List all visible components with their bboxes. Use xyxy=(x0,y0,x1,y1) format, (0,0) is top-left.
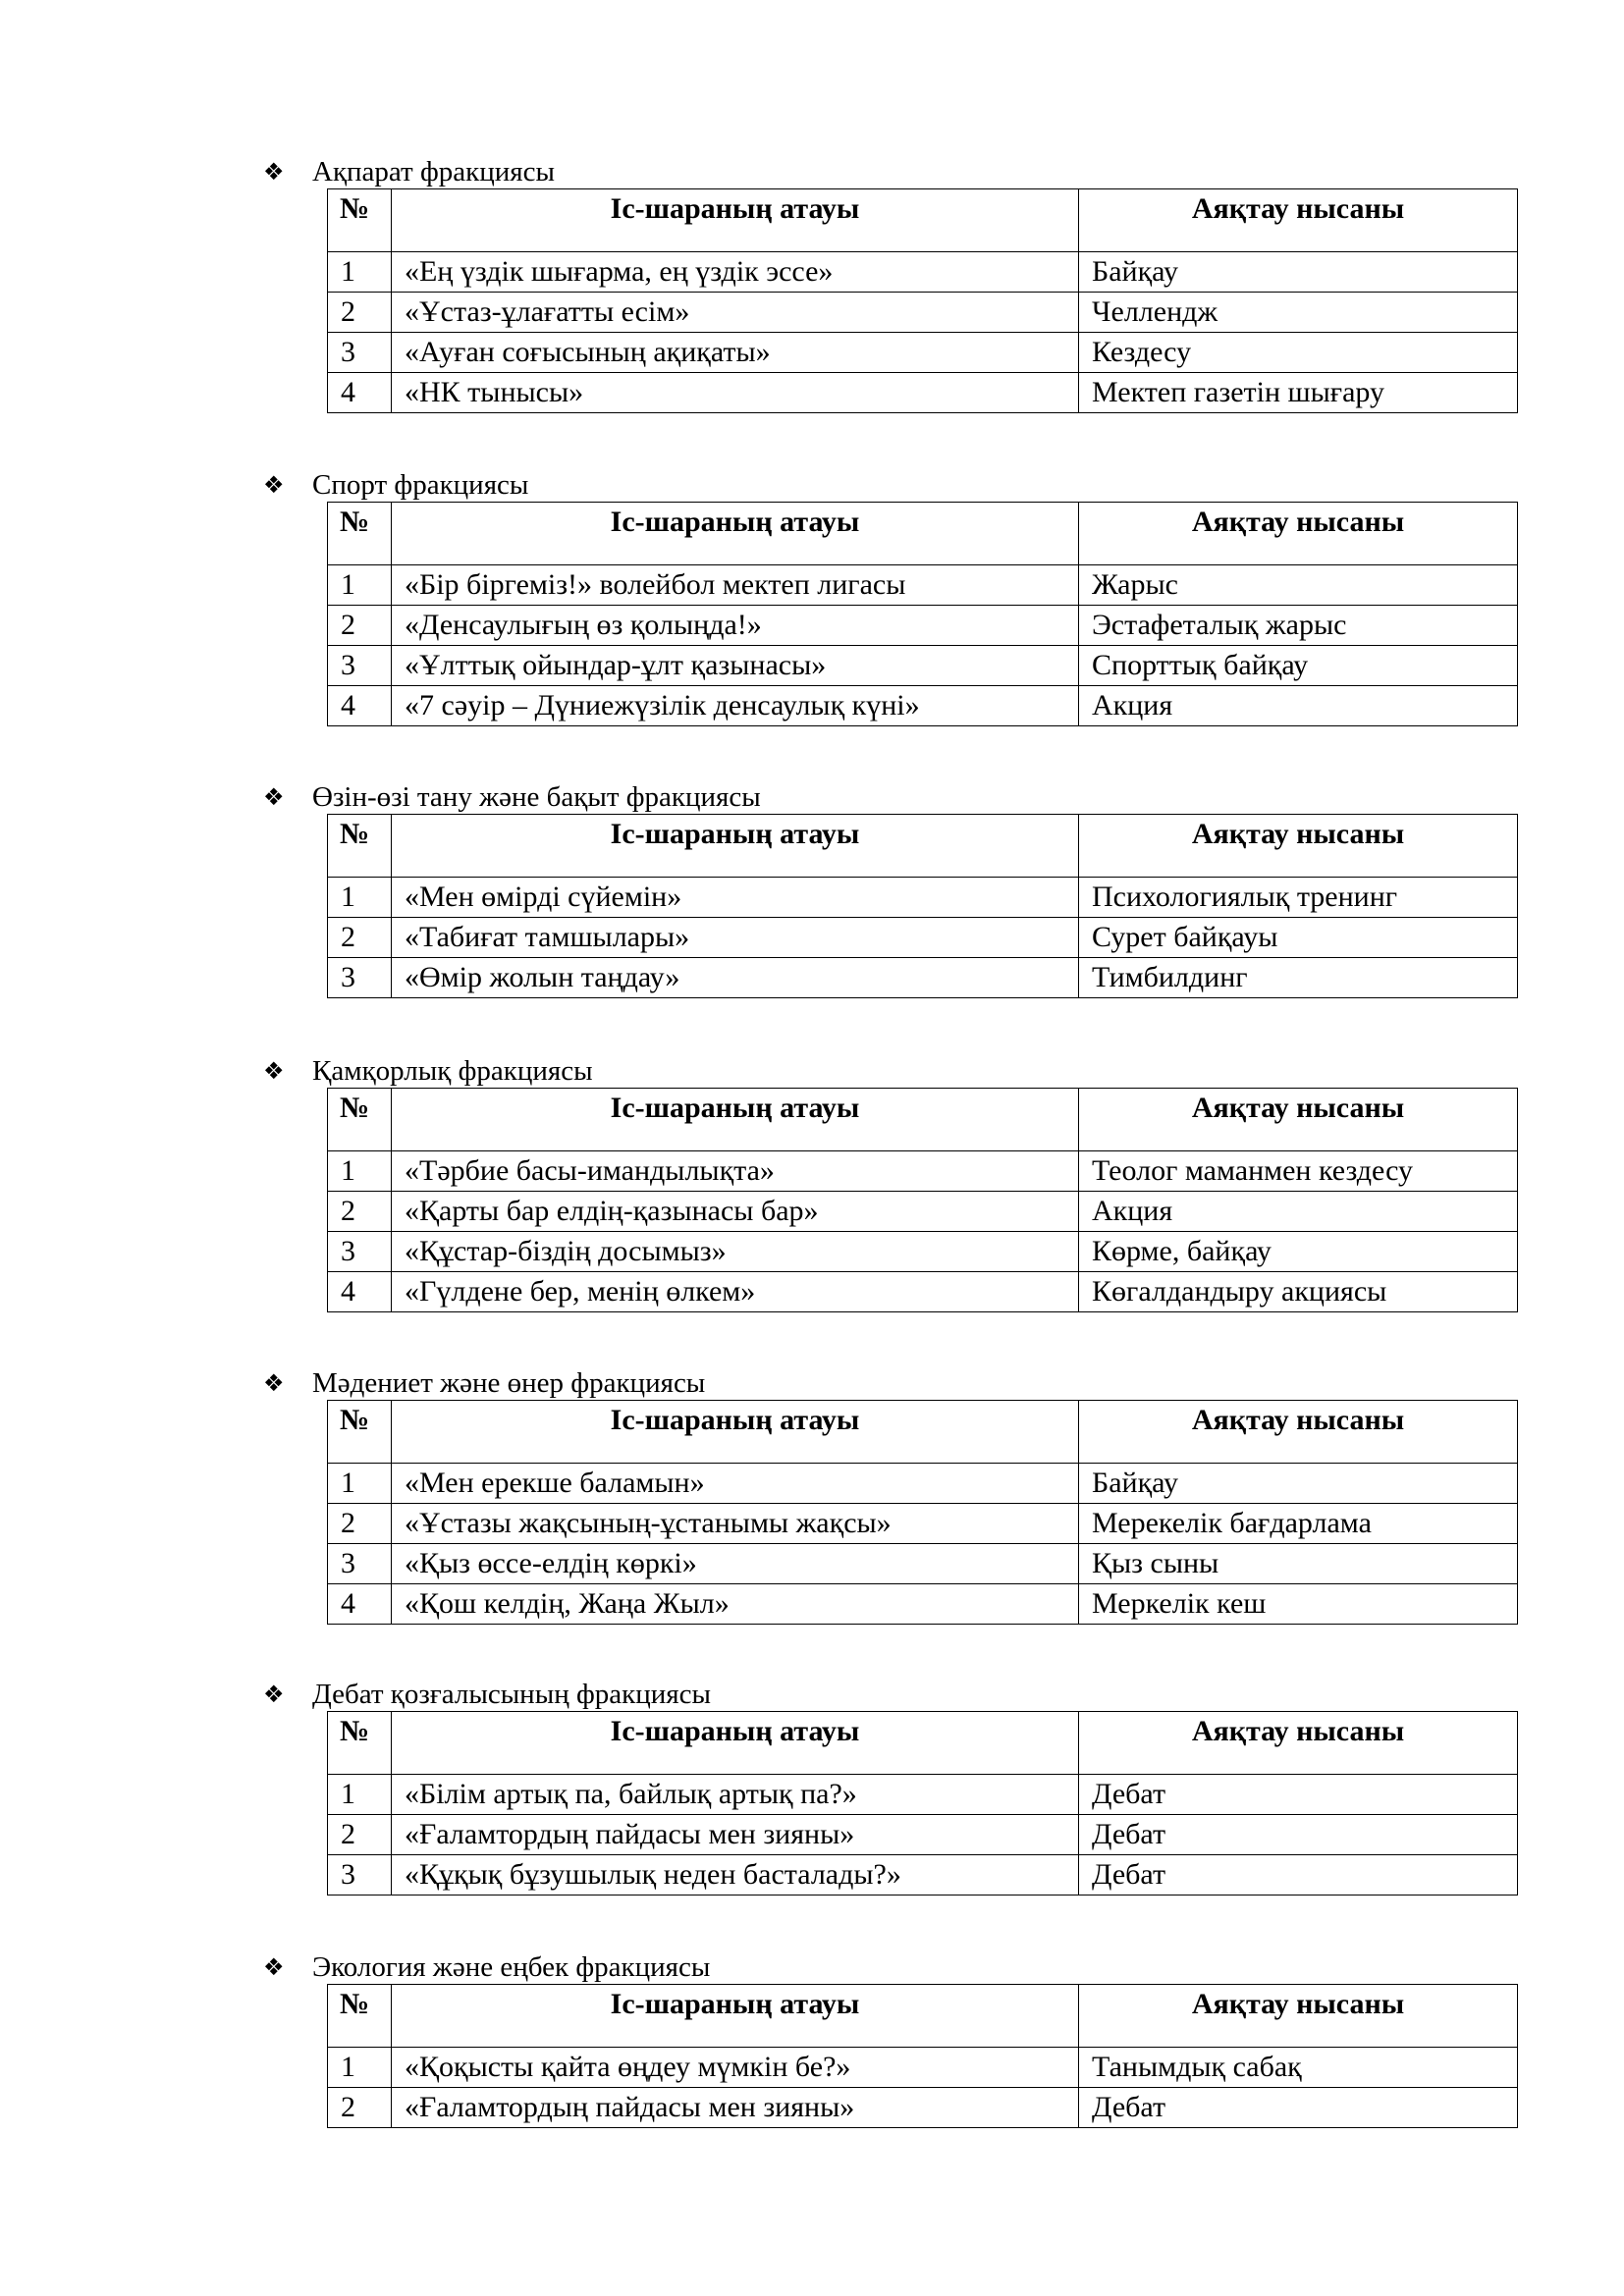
row-number: 2 xyxy=(328,1192,392,1232)
event-name: «Ұстаз-ұлағатты есім» xyxy=(392,293,1079,333)
event-name: «Ауған соғысының ақиқаты» xyxy=(392,333,1079,373)
table-row xyxy=(328,606,1518,646)
row-number: 1 xyxy=(328,878,392,918)
completion-form: Меркелік кеш xyxy=(1079,1584,1518,1625)
completion-form: Дебат xyxy=(1079,1775,1518,1815)
row-number: 4 xyxy=(328,1584,392,1625)
diamond-bullet-icon: ❖ xyxy=(263,158,285,186)
completion-form: Челлендж xyxy=(1079,293,1518,333)
header-number: № xyxy=(328,1089,392,1151)
section-title-text: Қамқорлық фракциясы xyxy=(312,1055,593,1087)
completion-form: Теолог маманмен кездесу xyxy=(1079,1151,1518,1192)
header-event-name: Іс-шараның атауы xyxy=(392,1401,1079,1464)
event-name: «Гүлдене бер, менің өлкем» xyxy=(392,1272,1079,1312)
table-header-row xyxy=(328,1712,1518,1775)
diamond-bullet-icon: ❖ xyxy=(263,1953,285,1981)
completion-form: Акция xyxy=(1079,686,1518,726)
row-number: 4 xyxy=(328,373,392,413)
table-row xyxy=(328,918,1518,958)
activities-table xyxy=(327,502,1518,726)
event-name: «Ғаламтордың пайдасы мен зияны» xyxy=(392,2088,1079,2128)
table-row xyxy=(328,1151,1518,1192)
table-row xyxy=(328,373,1518,413)
event-name: «Құқық бұзушылық неден басталады?» xyxy=(392,1855,1079,1896)
event-name: «Ұстазы жақсының-ұстанымы жақсы» xyxy=(392,1504,1079,1544)
section-title xyxy=(263,1054,593,1088)
event-name: «Білім артық па, байлық артық па?» xyxy=(392,1775,1079,1815)
table-row xyxy=(328,1504,1518,1544)
row-number: 1 xyxy=(328,1775,392,1815)
table-row xyxy=(328,1232,1518,1272)
row-number: 1 xyxy=(328,2048,392,2088)
row-number: 2 xyxy=(328,1504,392,1544)
header-number: № xyxy=(328,503,392,565)
completion-form: Көрме, байқау xyxy=(1079,1232,1518,1272)
completion-form: Байқау xyxy=(1079,1464,1518,1504)
row-number: 3 xyxy=(328,333,392,373)
completion-form: Эстафеталық жарыс xyxy=(1079,606,1518,646)
table-row xyxy=(328,293,1518,333)
table-row xyxy=(328,2088,1518,2128)
row-number: 3 xyxy=(328,646,392,686)
row-number: 3 xyxy=(328,1232,392,1272)
section-title-text: Өзін-өзі тану және бақыт фракциясы xyxy=(312,781,761,813)
header-completion-form: Аяқтау нысаны xyxy=(1079,815,1518,878)
header-completion-form: Аяқтау нысаны xyxy=(1079,1712,1518,1775)
event-name: «Қыз өссе-елдің көркі» xyxy=(392,1544,1079,1584)
event-name: «Қоқысты қайта өңдеу мүмкін бе?» xyxy=(392,2048,1079,2088)
event-name: «7 сәуір – Дүниежүзілік денсаулық күні» xyxy=(392,686,1079,726)
completion-form: Жарыс xyxy=(1079,565,1518,606)
event-name: «Табиғат тамшылары» xyxy=(392,918,1079,958)
completion-form: Сурет байқауы xyxy=(1079,918,1518,958)
event-name: «Денсаулығың өз қолыңда!» xyxy=(392,606,1079,646)
section-title-text: Дебат қозғалысының фракциясы xyxy=(312,1679,711,1710)
header-completion-form: Аяқтау нысаны xyxy=(1079,1089,1518,1151)
table-row xyxy=(328,1775,1518,1815)
section-title xyxy=(263,1366,705,1400)
table-row xyxy=(328,878,1518,918)
table-row xyxy=(328,1815,1518,1855)
header-number: № xyxy=(328,1712,392,1775)
completion-form: Қыз сыны xyxy=(1079,1544,1518,1584)
row-number: 3 xyxy=(328,1544,392,1584)
completion-form: Кездесу xyxy=(1079,333,1518,373)
event-name: «Ғаламтордың пайдасы мен зияны» xyxy=(392,1815,1079,1855)
table-row xyxy=(328,1464,1518,1504)
row-number: 1 xyxy=(328,1151,392,1192)
event-name: «Ең үздік шығарма, ең үздік эссе» xyxy=(392,252,1079,293)
completion-form: Танымдық сабақ xyxy=(1079,2048,1518,2088)
table-row xyxy=(328,333,1518,373)
event-name: «Қарты бар елдің-қазынасы бар» xyxy=(392,1192,1079,1232)
completion-form: Тимбилдинг xyxy=(1079,958,1518,998)
section-title-text: Экология және еңбек фракциясы xyxy=(312,1951,711,1983)
row-number: 1 xyxy=(328,565,392,606)
event-name: «Мен өмірді сүйемін» xyxy=(392,878,1079,918)
completion-form: Байқау xyxy=(1079,252,1518,293)
event-name: «Құстар-біздің досымыз» xyxy=(392,1232,1079,1272)
event-name: «Мен ерекше баламын» xyxy=(392,1464,1079,1504)
header-event-name: Іс-шараның атауы xyxy=(392,189,1079,252)
section-title-text: Ақпарат фракциясы xyxy=(312,156,555,187)
table-header-row xyxy=(328,189,1518,252)
activities-table xyxy=(327,1400,1518,1625)
diamond-bullet-icon: ❖ xyxy=(263,471,285,499)
header-event-name: Іс-шараның атауы xyxy=(392,1089,1079,1151)
completion-form: Дебат xyxy=(1079,2088,1518,2128)
row-number: 1 xyxy=(328,252,392,293)
table-row xyxy=(328,958,1518,998)
row-number: 2 xyxy=(328,606,392,646)
row-number: 2 xyxy=(328,1815,392,1855)
completion-form: Мерекелік бағдарлама xyxy=(1079,1504,1518,1544)
table-row xyxy=(328,1584,1518,1625)
table-header-row xyxy=(328,815,1518,878)
diamond-bullet-icon: ❖ xyxy=(263,1681,285,1708)
diamond-bullet-icon: ❖ xyxy=(263,1057,285,1085)
row-number: 2 xyxy=(328,2088,392,2128)
header-number: № xyxy=(328,1401,392,1464)
section-title-text: Мәдениет және өнер фракциясы xyxy=(312,1367,706,1399)
section-title xyxy=(263,155,555,188)
row-number: 1 xyxy=(328,1464,392,1504)
table-row xyxy=(328,686,1518,726)
table-row xyxy=(328,646,1518,686)
table-row xyxy=(328,2048,1518,2088)
header-completion-form: Аяқтау нысаны xyxy=(1079,1401,1518,1464)
row-number: 2 xyxy=(328,293,392,333)
event-name: «Бір біргеміз!» волейбол мектеп лигасы xyxy=(392,565,1079,606)
row-number: 3 xyxy=(328,958,392,998)
table-header-row xyxy=(328,1089,1518,1151)
section-title xyxy=(263,468,528,502)
section-title-text: Спорт фракциясы xyxy=(312,469,529,501)
activities-table xyxy=(327,814,1518,998)
header-event-name: Іс-шараның атауы xyxy=(392,815,1079,878)
header-completion-form: Аяқтау нысаны xyxy=(1079,503,1518,565)
row-number: 2 xyxy=(328,918,392,958)
table-header-row xyxy=(328,503,1518,565)
event-name: «Қош келдің, Жаңа Жыл» xyxy=(392,1584,1079,1625)
completion-form: Дебат xyxy=(1079,1815,1518,1855)
activities-table xyxy=(327,188,1518,413)
table-row xyxy=(328,252,1518,293)
header-event-name: Іс-шараның атауы xyxy=(392,1712,1079,1775)
activities-table xyxy=(327,1711,1518,1896)
table-row xyxy=(328,1855,1518,1896)
table-row xyxy=(328,1544,1518,1584)
diamond-bullet-icon: ❖ xyxy=(263,1369,285,1397)
row-number: 4 xyxy=(328,1272,392,1312)
event-name: «НК тынысы» xyxy=(392,373,1079,413)
table-row xyxy=(328,1272,1518,1312)
table-header-row xyxy=(328,1401,1518,1464)
table-header-row xyxy=(328,1985,1518,2048)
completion-form: Спорттық байқау xyxy=(1079,646,1518,686)
diamond-bullet-icon: ❖ xyxy=(263,783,285,811)
header-number: № xyxy=(328,815,392,878)
header-completion-form: Аяқтау нысаны xyxy=(1079,189,1518,252)
section-title xyxy=(263,1950,710,1984)
table-row xyxy=(328,1192,1518,1232)
completion-form: Психологиялық тренинг xyxy=(1079,878,1518,918)
section-title xyxy=(263,780,761,814)
event-name: «Өмір жолын таңдау» xyxy=(392,958,1079,998)
activities-table xyxy=(327,1984,1518,2128)
header-completion-form: Аяқтау нысаны xyxy=(1079,1985,1518,2048)
row-number: 4 xyxy=(328,686,392,726)
completion-form: Көгалдандыру акциясы xyxy=(1079,1272,1518,1312)
table-row xyxy=(328,565,1518,606)
event-name: «Тәрбие басы-имандылықта» xyxy=(392,1151,1079,1192)
header-event-name: Іс-шараның атауы xyxy=(392,1985,1079,2048)
header-event-name: Іс-шараның атауы xyxy=(392,503,1079,565)
completion-form: Акция xyxy=(1079,1192,1518,1232)
completion-form: Дебат xyxy=(1079,1855,1518,1896)
completion-form: Мектеп газетін шығару xyxy=(1079,373,1518,413)
row-number: 3 xyxy=(328,1855,392,1896)
section-title xyxy=(263,1678,711,1711)
header-number: № xyxy=(328,1985,392,2048)
activities-table xyxy=(327,1088,1518,1312)
event-name: «Ұлттық ойындар-ұлт қазынасы» xyxy=(392,646,1079,686)
header-number: № xyxy=(328,189,392,252)
